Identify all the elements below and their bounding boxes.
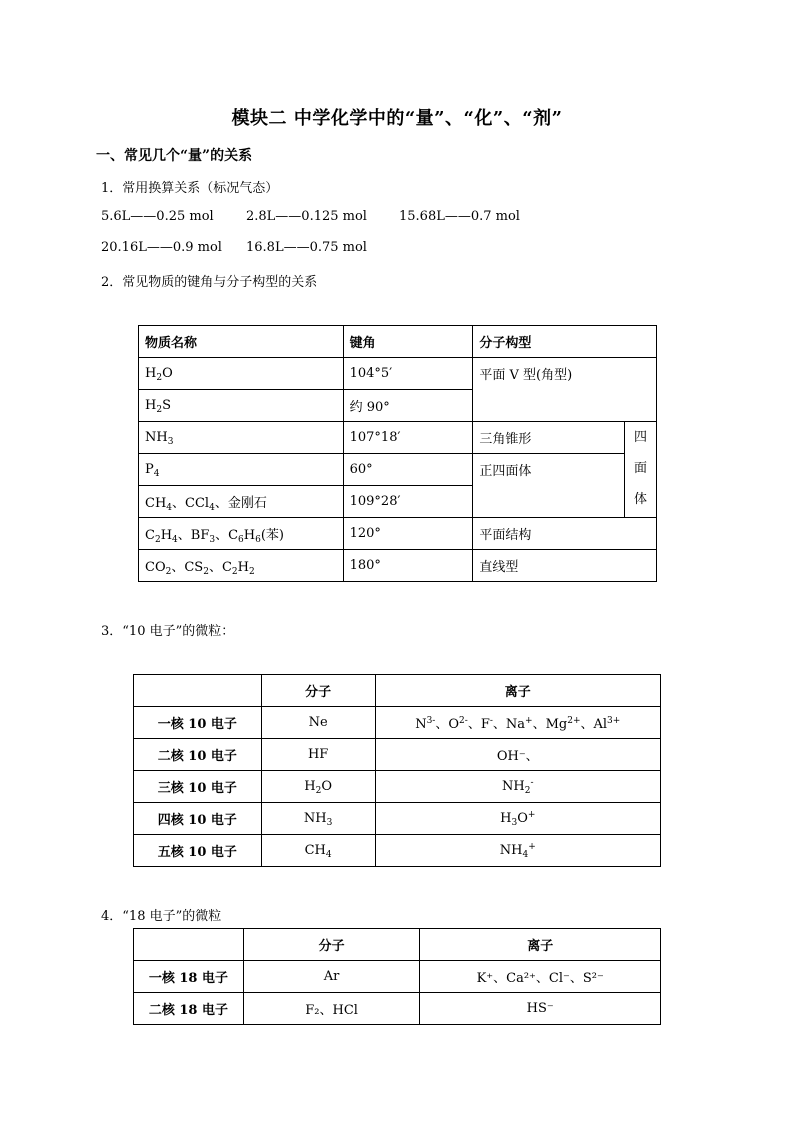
substance-nh3: $NH_3$ [139, 422, 344, 454]
header-empty [134, 929, 244, 961]
page-title: 模块二 中学化学中的“量”、“化”、“剂” [231, 108, 563, 129]
ion-cell: $N^{3-}$、$O^{2-}$、F-、Na+、$Mg^{2+}$、$Al^{3+}$ [375, 707, 660, 739]
row-label: 四核 10 电子 [134, 803, 262, 835]
row-label: 五核 10 电子 [134, 835, 262, 867]
header-shape: 分子构型 [473, 326, 657, 358]
substance-p4: $P_4$ [139, 454, 344, 486]
shape-pyramid: 三角锥形 [473, 422, 625, 454]
molecule-cell: HF [261, 739, 375, 771]
header-substance: 物质名称 [139, 326, 344, 358]
ion-cell: HS⁻ [420, 993, 661, 1025]
ion-cell: $NH_2^-$ [375, 771, 660, 803]
molecule-cell: $NH_3$ [261, 803, 375, 835]
row-label: 二核 18 电子 [134, 993, 244, 1025]
conversion-1: 5.6L——0.25 mol [101, 209, 214, 224]
ion-cell: OH⁻、 [375, 739, 660, 771]
shape-tetra: 正四面体 [473, 454, 625, 518]
item1-label: 1．常用换算关系（标况气态） [101, 181, 279, 196]
conversion-5: 16.8L——0.75 mol [246, 240, 367, 255]
row-label: 一核 10 电子 [134, 707, 262, 739]
molecule-cell: $CH_4$ [261, 835, 375, 867]
row-label: 三核 10 电子 [134, 771, 262, 803]
ion-cell: $NH_4^+$ [375, 835, 660, 867]
section-heading: 一、常见几个“量”的关系 [96, 148, 253, 164]
item3-label: 3．“10 电子”的微粒： [101, 624, 235, 639]
angle-h2s: 约 90° [343, 390, 473, 422]
bond-angle-table [138, 325, 657, 582]
angle-c2h4: 120° [343, 518, 473, 550]
ten-electron-table [133, 674, 661, 867]
angle-h2o: 104°5′ [343, 358, 473, 390]
header-molecule: 分子 [243, 929, 420, 961]
conversion-4: 20.16L——0.9 mol [101, 240, 222, 255]
row-label: 一核 18 电子 [134, 961, 244, 993]
shape-linear: 直线型 [473, 550, 657, 582]
substance-h2o: $H_2O$ [139, 358, 344, 390]
molecule-cell: F₂、HCl [243, 993, 420, 1025]
item4-label: 4．“18 电子”的微粒 [101, 909, 222, 924]
ion-cell: K⁺、Ca²⁺、Cl⁻、S²⁻ [420, 961, 661, 993]
conversion-2: 2.8L——0.125 mol [246, 209, 367, 224]
item2-label: 2．常见物质的键角与分子构型的关系 [101, 275, 318, 290]
angle-p4: 60° [343, 454, 473, 486]
header-angle: 键角 [343, 326, 473, 358]
angle-nh3: 107°18′ [343, 422, 473, 454]
substance-ch4: $CH_4$、CCl$_4$、金刚石 [139, 486, 344, 518]
header-molecule: 分子 [261, 675, 375, 707]
angle-ch4: 109°28′ [343, 486, 473, 518]
header-ion: 离子 [375, 675, 660, 707]
substance-co2: $CO_2$、$CS_2$、$C_2H_2$ [139, 550, 344, 582]
conversion-3: 15.68L——0.7 mol [399, 209, 520, 224]
molecule-cell: Ne [261, 707, 375, 739]
ion-cell: $H_3O^+$ [375, 803, 660, 835]
angle-co2: 180° [343, 550, 473, 582]
substance-h2s: $H_2S$ [139, 390, 344, 422]
shape-v: 平面 V 型(角型) [473, 358, 657, 422]
tetrahedral-group-label: 四 面 体 [625, 422, 657, 518]
molecule-cell: $H_2O$ [261, 771, 375, 803]
row-label: 二核 10 电子 [134, 739, 262, 771]
substance-c2h4: $C_2H_4$、$BF_3$、$C_6H_6$(苯) [139, 518, 344, 550]
molecule-cell: Ar [243, 961, 420, 993]
shape-plane: 平面结构 [473, 518, 657, 550]
header-empty [134, 675, 262, 707]
eighteen-electron-table [133, 928, 661, 1025]
header-ion: 离子 [420, 929, 661, 961]
